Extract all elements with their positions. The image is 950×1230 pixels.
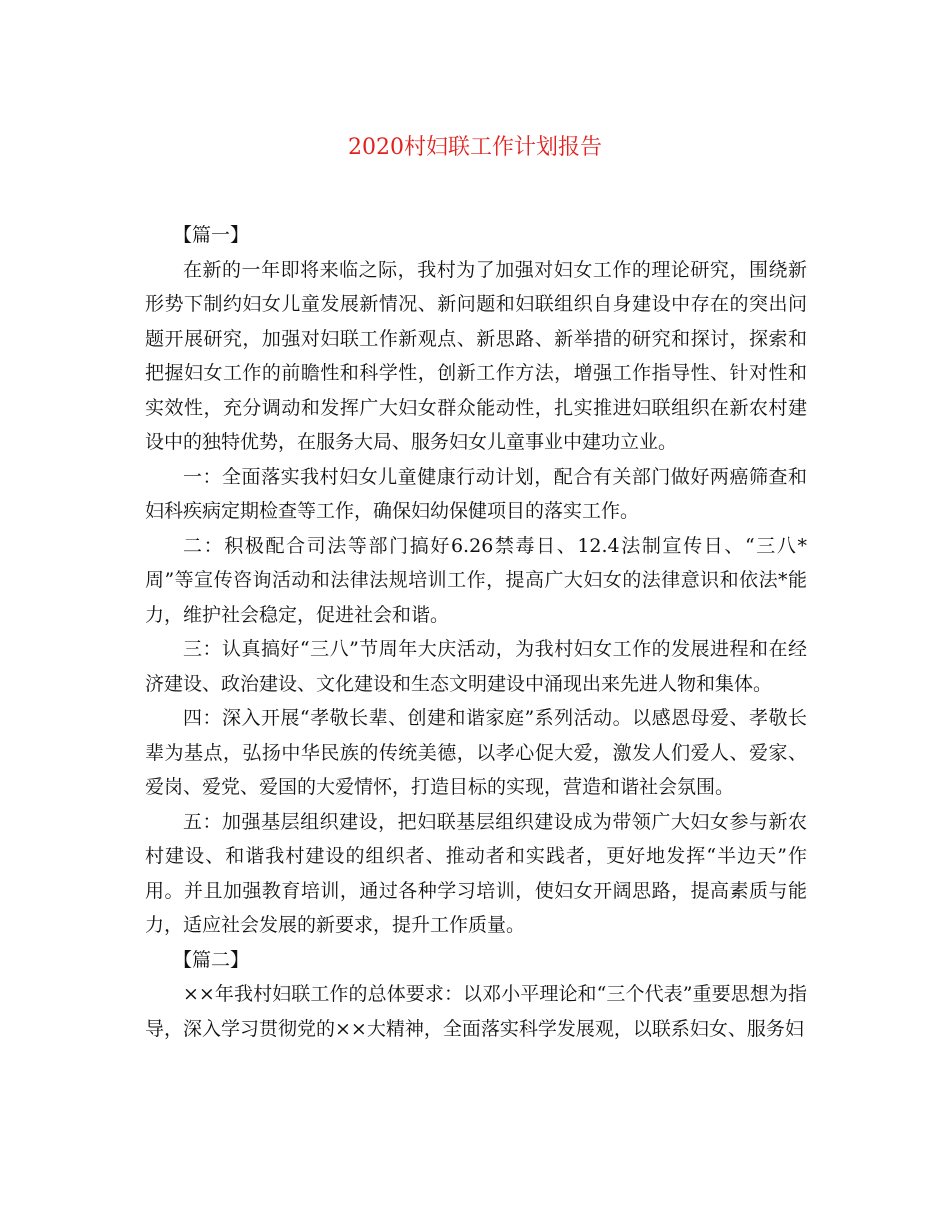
section-heading-1: 【篇一】 (173, 224, 250, 246)
paragraph: 二：积极配合司法等部门搞好6.26禁毒日、12.4法制宣传日、“三八*周”等宣传咨询活动和法律法规培训工作，提高广大妇女的法律意识和依法*能力，维护社会稳定，促进社会和谐。 (145, 534, 807, 626)
paragraph: 三：认真搞好“三八”节周年大庆活动，为我村妇女工作的发展进程和在经济建设、政治建设、文化建设和生态文明建设中涌现出来先进人物和集体。 (145, 638, 807, 695)
paragraph: 五：加强基层组织建设，把妇联基层组织建设成为带领广大妇女参与新农村建设、和谐我村建设的组织者、推动者和实践者，更好地发挥“半边天”作用。并且加强教育培训，通过各种学习培训，使妇女开阔思路，提高素质与能力，适应社会发展的新要求，提升工作质量。 (145, 810, 807, 936)
paragraph: ××年我村妇联工作的总体要求：以邓小平理论和“三个代表”重要思想为指导，深入学习贯彻党的××大精神，全面落实科学发展观，以联系妇女、服务妇 (145, 983, 807, 1040)
paragraph: 一：全面落实我村妇女儿童健康行动计划，配合有关部门做好两癌筛查和妇科疾病定期检查等工作，确保妇幼保健项目的落实工作。 (145, 465, 807, 522)
paragraph: 在新的一年即将来临之际，我村为了加强对妇女工作的理论研究，围绕新形势下制约妇女儿童发展新情况、新问题和妇联组织自身建设中存在的突出问题开展研究，加强对妇联工作新观点、新思路、新举措的研究和探讨，探索和把握妇女工作的前瞻性和科学性，创新工作方法，增强工作指导性、针对性和实效性，充分调动和发挥广大妇女群众能动性，扎实推进妇联组织在新农村建设中的独特优势，在服务大局、服务妇女儿童事业中建功立业。 (145, 258, 807, 453)
document-body (145, 218, 807, 1046)
document-title: 2020村妇联工作计划报告 (348, 135, 602, 160)
section-heading-2: 【篇二】 (173, 948, 250, 971)
paragraph: 四：深入开展“孝敬长辈、创建和谐家庭”系列活动。以感恩母爱、孝敬长辈为基点，弘扬中华民族的传统美德，以孝心促大爱，激发人们爱人、爱家、爱岗、爱党、爱国的大爱情怀，打造目标的实现，营造和谐社会氛围。 (145, 707, 807, 798)
